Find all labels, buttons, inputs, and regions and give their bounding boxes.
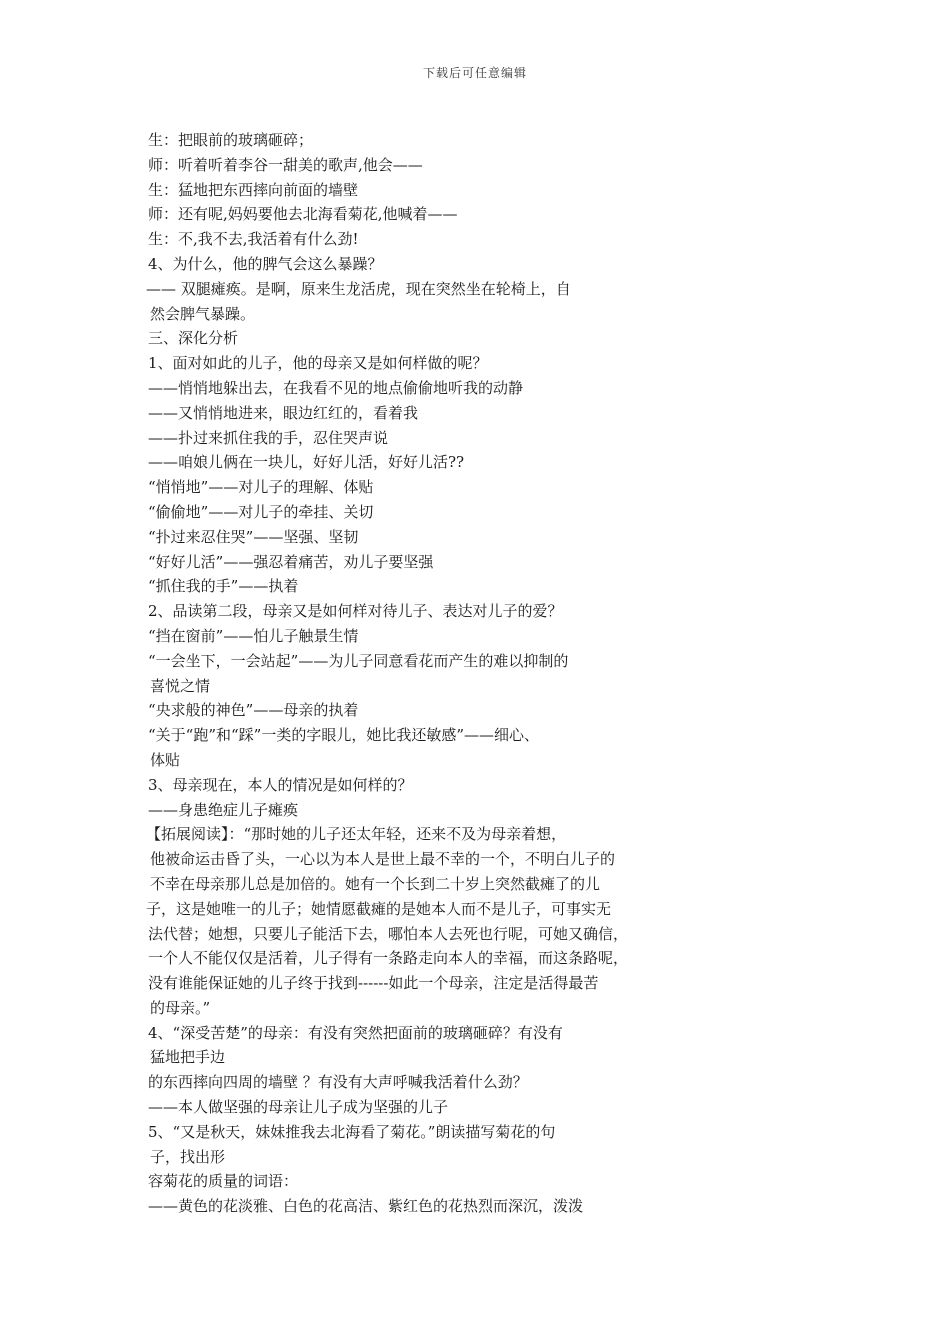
text-line: 他被命运击昏了头，一心以为本人是世上最不幸的一个，不明白儿子的 [150, 850, 616, 869]
text-line: “一会坐下，一会站起”——为儿子同意看花而产生的难以抑制的 [148, 651, 569, 670]
text-line: 2、品读第二段，母亲又是如何样对待儿子、表达对儿子的爱？ [148, 602, 563, 621]
text-line: ——又悄悄地进来，眼边红红的，看着我 [148, 403, 419, 422]
text-line: 体贴 [150, 750, 181, 769]
text-line: “抓住我的手”——执着 [148, 577, 299, 596]
text-line: 5、“又是秋天，妹妹推我去北海看了菊花。”朗读描写菊花的句 [148, 1122, 556, 1141]
text-line: 师：听着听着李谷一甜美的歌声,他会—— [148, 155, 423, 174]
text-line: —— 双腿瘫痪。是啊，原来生龙活虎，现在突然坐在轮椅上，自 [146, 279, 571, 298]
page-header: 下载后可任意编辑 [422, 66, 527, 80]
text-line: ——咱娘儿俩在一块儿，好好儿活，好好儿活?? [148, 453, 465, 472]
text-line: 不幸在母亲那儿总是加倍的。她有一个长到二十岁上突然截瘫了的儿 [150, 874, 601, 893]
text-line: “悄悄地”——对儿子的理解、体贴 [148, 478, 374, 497]
text-line: 的母亲。” [150, 998, 211, 1017]
text-line: 师：还有呢,妈妈要他去北海看菊花,他喊着—— [148, 205, 458, 224]
text-line: 子，这是她唯一的儿子；她情愿截瘫的是她本人而不是儿子，可事实无 [146, 899, 612, 918]
text-line: 的东西摔向四周的墙壁 ？有没有大声呼喊我活着什么劲？ [148, 1073, 528, 1092]
document-body [146, 128, 706, 1219]
text-line: 4、“深受苦楚”的母亲：有没有突然把面前的玻璃砸碎？有没有 [148, 1023, 563, 1042]
text-line: 猛地把手边 [150, 1048, 226, 1067]
text-line: 法代替；她想，只要儿子能活下去，哪怕本人去死也行呢，可她又确信， [148, 924, 629, 943]
text-line: 一个人不能仅仅是活着，儿子得有一条路走向本人的幸福，而这条路呢， [148, 949, 629, 968]
text-line: ——身患绝症儿子瘫痪 [148, 800, 299, 819]
text-line: 4、为什么，他的脾气会这么暴躁？ [148, 254, 383, 273]
text-line: “好好儿活”——强忍着痛苦，劝儿子要坚强 [148, 552, 434, 571]
text-line: 三、深化分析 [148, 329, 239, 348]
text-line: ——扑过来抓住我的手，忍住哭声说 [148, 428, 389, 447]
text-line: 生：猛地把东西摔向前面的墙壁 [148, 180, 359, 199]
text-line: “挡在窗前”——怕儿子触景生情 [148, 626, 359, 645]
text-line: 生：不,我不去,我活着有什么劲! [148, 230, 359, 249]
text-line: 生：把眼前的玻璃砸碎； [148, 131, 314, 149]
text-line: ——悄悄地躲出去，在我看不见的地点偷偷地听我的动静 [148, 378, 524, 397]
text-line: 容菊花的质量的词语： [148, 1172, 299, 1191]
text-line: “央求般的神色”——母亲的执着 [148, 701, 359, 720]
text-line: 【拓展阅读】：“那时她的儿子还太年轻，还来不及为母亲着想， [146, 825, 567, 844]
text-line: 然会脾气暴躁。 [150, 304, 256, 323]
text-line: ——黄色的花淡雅、白色的花高洁、紫红色的花热烈而深沉，泼泼 [148, 1197, 584, 1216]
text-line: “扑过来忍住哭”——坚强、坚韧 [148, 527, 359, 546]
text-line: ——本人做坚强的母亲让儿子成为坚强的儿子 [148, 1098, 449, 1117]
text-line: “偷偷地”——对儿子的牵挂、关切 [148, 502, 374, 521]
text-line: 子，找出形 [150, 1147, 226, 1166]
text-line: “关于“跑”和“踩”一类的字眼儿，她比我还敏感”——细心、 [148, 726, 540, 745]
text-line: 没有谁能保证她的儿子终于找到------如此一个母亲，注定是活得最苦 [148, 974, 599, 993]
text-line: 1、面对如此的儿子，他的母亲又是如何样做的呢？ [148, 354, 488, 373]
text-line: 喜悦之情 [150, 676, 211, 695]
text-line: 3、母亲现在，本人的情况是如何样的？ [148, 775, 413, 794]
